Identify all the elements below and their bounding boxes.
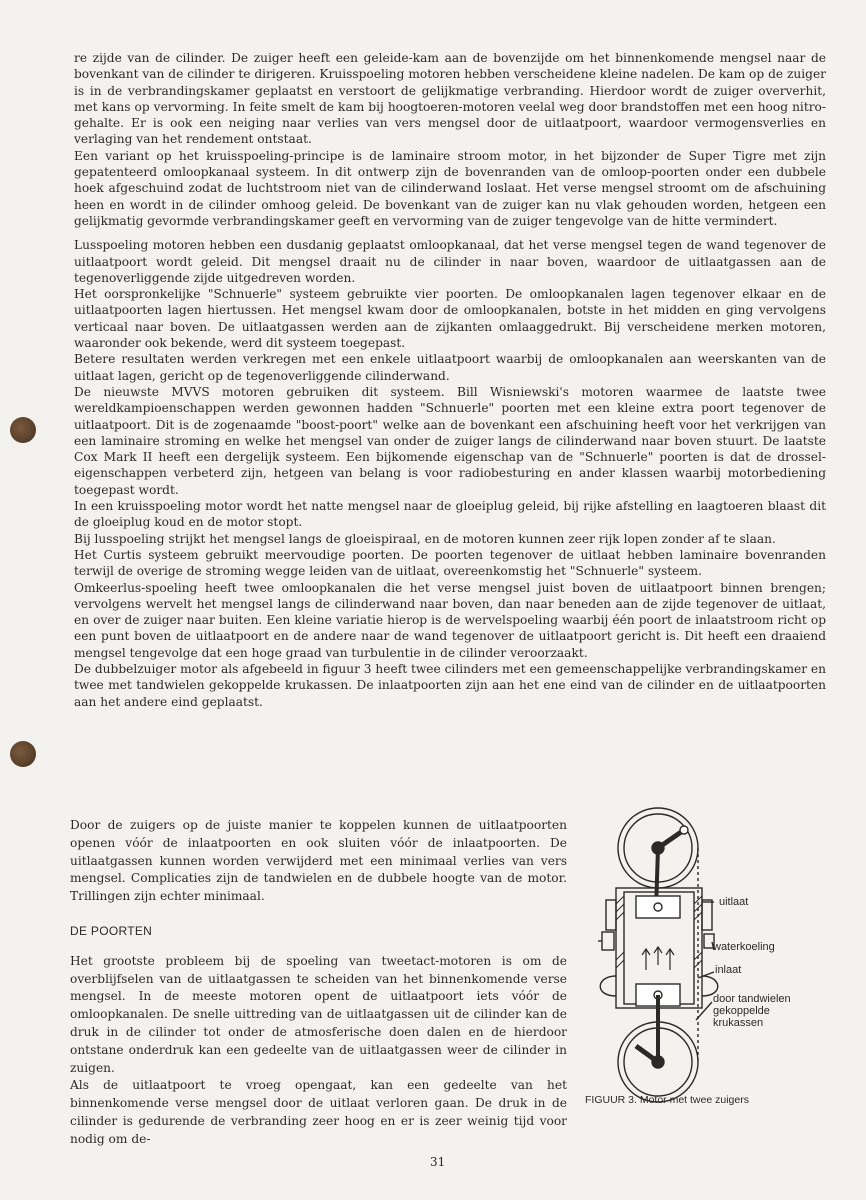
- main-text-column: [74, 50, 826, 710]
- body-paragraph: Bij lusspoeling strijkt het mengsel langs de gloeispiraal, en de motoren kunnen zeer rijk lopen zonder af te slaan.: [74, 531, 776, 546]
- label-waterkoeling: waterkoeling: [713, 941, 775, 953]
- body-paragraph: Door de zuigers op de juiste manier te koppelen kunnen de uitlaatpoorten openen vóór de inlaatpoorten en ook sluiten vóór de inlaatpoorten. De uitlaatgassen kunnen worden verwijderd met een minimaal verlies van vers mengsel. Complicaties zijn de tandwielen en de dubbele hoogte van de motor. Trillingen zijn echter minimaal.: [70, 818, 567, 904]
- body-paragraph: De nieuwste MVVS motoren gebruiken dit systeem. Bill Wisniewski's motoren waarmee de laatste twee wereldkampioenschappen werden gewonnen hadden "Schnuerle" poorten met een kleine extra poort tegenover de uitlaatpoort. Dit is de zogenaamde "boost-poort" welke aan de bovenkant een afschuining heeft voor het verkrijgen van een laminaire stroming en welke het mengsel van onder de zuiger langs de cilinderwand naar boven stuurt. De laatste Cox Mark II heeft een dergelijk systeem. Een bijkomende eigenschap van de "Schnuerle" poorten is dat de drossel-eigenschappen verbeterd zijn, hetgeen van belang is voor radiobesturing en ander klassen waarbij motorbediening toegepast wordt.: [74, 384, 826, 497]
- body-paragraph: Als de uitlaatpoort te vroeg opengaat, kan een gedeelte van het binnenkomende verse mengsel door de uitlaat verloren gaan. De druk in de cilinder is gedurende de verbranding zeer hoog en er is zeer weinig tijd voor nodig om de-: [70, 1078, 567, 1146]
- engine-diagram: [586, 800, 836, 1115]
- inlet-port-left: [600, 976, 616, 996]
- body-paragraph: Omkeerlus-spoeling heeft twee omloopkanalen die het verse mengsel juist boven de uitlaatpoort binnen brengen; vervolgens wervelt het mengsel langs de cilinderwand naar boven, dan naar beneden aan de zijde tegenover de uitlaat, en over de zuiger naar buiten. Een kleine variatie hierop is de wervelspoeling waarbij één poort de inlaatstroom richt op een punt boven de uitlaatpoort en de andere naar de wand tegenover de uitlaatpoort gericht is. Dit heeft een draaiend mengsel tengevolge dat een hoge graad van turbulentie in de cilinder veroorzaakt.: [74, 580, 826, 660]
- label-tandwielen: door tandwielen gekoppelde krukassen: [713, 993, 791, 1029]
- figure-twin-piston-engine: [586, 800, 836, 1115]
- body-paragraph: Lusspoeling motoren hebben een dusdanig geplaatst omloopkanaal, dat het verse mengsel tegen de wand tegenover de uitlaatpoort wordt geleid. Dit mengsel draait nu de cilinder in naar boven, waardoor de uitlaatgassen aan de tegenoverliggende zijde uitgedreven worden.: [74, 238, 826, 285]
- body-paragraph: In een kruisspoeling motor wordt het natte mengsel naar de gloeiplug geleid, bij rijke afstelling en laagtoeren blaast dit de gloeiplug koud en de motor stopt.: [74, 499, 826, 530]
- label-inlaat: inlaat: [715, 964, 742, 976]
- figure-caption: FIGUUR 3. Motor met twee zuigers: [585, 1094, 749, 1106]
- punch-hole: [10, 417, 36, 443]
- punch-hole: [10, 741, 36, 767]
- label-uitlaat: uitlaat: [719, 896, 749, 908]
- page-number: 31: [430, 1155, 446, 1169]
- body-paragraph: re zijde van de cilinder. De zuiger heeft een geleide-kam aan de bovenzijde om het binnenkomende mengsel naar de bovenkant van de cilinder te dirigeren. Kruisspoeling motoren hebben verscheidene kleine nadelen. De kam op de zuiger is in de verbrandingskamer geplaatst en verstoort de gelijkmatige verbranding. Hierdoor wordt de zuiger oververhit, met kans op vervorming. In feite smelt de kam bij hoogtoeren-motoren veelal weg door brandstoffen met een hoog nitro-gehalte. Er is ook een neiging naar verlies van vers mengsel door de uitlaatpoort, waardoor vermogensverlies en verlaging van het rendement ontstaat.: [74, 51, 826, 147]
- body-paragraph: Het oorspronkelijke "Schnuerle" systeem gebruikte vier poorten. De omloopkanalen lagen tegenover elkaar en de uitlaatpoorten lagen hiertussen. Het mengsel kwam door de omloopkanalen, botste in het midden en ging vervolgens verticaal naar boven. De uitlaatgassen werden aan de zijkanten omlaaggedrukt. Bij verscheidene merken motoren, waaronder ook bekende, werd dit systeem toegepast.: [74, 287, 826, 351]
- body-paragraph: Het grootste probleem bij de spoeling van tweetact-motoren is om de overblijfselen van de uitlaatgassen te scheiden van het binnenkomende verse mengsel. In de meeste motoren opent de uitlaatpoort iets vóór de omloopkanalen. De snelle uittreding van de uitlaatgassen uit de cilinder kan de druk in de cilinder tot onder de atmosferische doen dalen en de hierdoor ontstane onderdruk kan een gedeelte van de uitlaatgassen weer de cilinder in zuigen.: [70, 953, 567, 1075]
- body-paragraph: Betere resultaten werden verkregen met een enkele uitlaatpoort waarbij de omloopkanalen aan weerskanten van de uitlaat lagen, gericht op de tegenoverliggende cilinderwand.: [74, 352, 826, 383]
- lower-text-column: [70, 817, 567, 1149]
- body-paragraph: Het Curtis systeem gebruikt meervoudige poorten. De poorten tegenover de uitlaat hebben laminaire bovenranden terwijl de overige de stroming wegge leiden van de uitlaat, overeenkomstig het "Schnuerle" systeem.: [74, 547, 826, 579]
- section-heading: DE POORTEN: [70, 923, 153, 938]
- upper-piston: [636, 896, 680, 918]
- body-paragraph: De dubbelzuiger motor als afgebeeld in figuur 3 heeft twee cilinders met een gemeenschappelijke verbrandingskamer en twee met tandwielen gekoppelde krukassen. De inlaatpoorten zijn aan het ene eind van de cilinder en de uitlaatpoorten aan het andere eind geplaatst.: [74, 661, 826, 709]
- body-paragraph: Een variant op het kruisspoeling-principe is de laminaire stroom motor, in het bijzonder de Super Tigre met zijn gepatenteerd omloopkanaal systeem. In dit ontwerp zijn de bovenranden van de omloop-poorten onder een dubbele hoek afgeschuind zodat de luchtstroom niet van de cilinderwand loslaat. Het verse mengsel stroomt om de afschuining heen en wordt in de cilinder omhoog geleid. De bovenkant van de zuiger kan nu vlak gehouden worden, hetgeen een gelijkmatig gevormde verbrandingskamer geeft en vervorming van de zuiger tengevolge van de hitte vermindert.: [74, 148, 826, 228]
